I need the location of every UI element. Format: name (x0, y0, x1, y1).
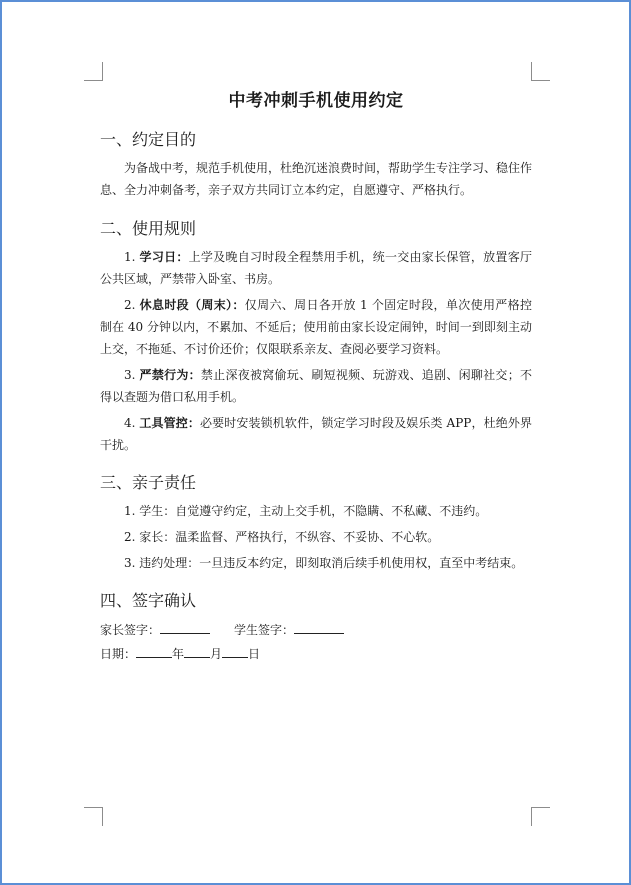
rule-text: 禁止深夜被窝偷玩、刷短视频、玩游戏、追剧、闲聊社交；不得以查题为借口私用手机。 (100, 368, 532, 404)
margin-corner-bottom-right (531, 807, 550, 826)
rule-text: 必要时安装锁机软件，锁定学习时段及娱乐类 APP，杜绝外界干扰。 (100, 416, 532, 452)
month-blank[interactable] (184, 643, 210, 658)
year-blank[interactable] (136, 643, 172, 658)
section-signature (100, 588, 532, 666)
section-heading: 四、签字确认 (100, 591, 197, 610)
date-line (100, 642, 532, 666)
parent-signature-label: 家长签字： (100, 623, 161, 637)
margin-corner-top-right (531, 62, 550, 81)
month-label: 月 (210, 647, 223, 661)
rule-number: 3. (124, 368, 136, 382)
margin-corner-bottom-left (84, 807, 103, 826)
rule-text: 仅周六、周日各开放 1 个固定时段，单次使用严格控制在 40 分钟以内，不累加、不延后；使用前由家长设定闹钟，时间一到即刻主动上交，不拖延、不讨价还价；仅限联系亲友、查阅必要学习资料。 (100, 298, 532, 356)
section-heading: 二、使用规则 (100, 219, 197, 238)
rule-label: 休息时段（周末）： (139, 298, 245, 312)
section-responsibility (100, 470, 532, 574)
section-purpose (100, 127, 532, 201)
document-title: 中考冲刺手机使用约定 (228, 91, 404, 111)
rule-number: 4. (124, 416, 136, 430)
section-rules (100, 216, 532, 456)
rule-text: 上学及晚自习时段全程禁用手机，统一交由家长保管，放置客厅公共区域，严禁带入卧室、书房。 (100, 250, 532, 286)
paragraph: 为备战中考，规范手机使用，杜绝沉迷浪费时间，帮助学生专注学习、稳住作息、全力冲刺备考，亲子双方共同订立本约定，自愿遵守、严格执行。 (100, 161, 533, 197)
section-heading: 三、亲子责任 (100, 473, 197, 492)
rule-number: 1. (124, 250, 136, 264)
date-label: 日期： (100, 647, 137, 661)
parent-signature-blank[interactable] (160, 619, 210, 634)
section-heading: 一、约定目的 (100, 130, 197, 149)
rule-label: 严禁行为： (139, 368, 201, 382)
responsibility-item: 2. 家长：温柔监督、严格执行，不纵容、不妥协、不心软。 (124, 530, 440, 544)
responsibility-item: 1. 学生：自觉遵守约定，主动上交手机，不隐瞒、不私藏、不违约。 (124, 504, 488, 518)
document-body (100, 86, 532, 682)
day-blank[interactable] (222, 643, 248, 658)
rule-paragraph (100, 412, 532, 456)
margin-corner-top-left (84, 62, 103, 81)
rule-label: 学习日： (139, 250, 189, 264)
student-signature-label: 学生签字： (234, 623, 295, 637)
student-signature-blank[interactable] (294, 619, 344, 634)
day-label: 日 (248, 647, 261, 661)
rule-paragraph (100, 246, 532, 290)
rule-label: 工具管控： (139, 416, 201, 430)
rule-paragraph (100, 294, 532, 360)
signature-line (100, 618, 532, 642)
rule-number: 2. (124, 298, 136, 312)
rule-paragraph (100, 364, 532, 408)
year-label: 年 (172, 647, 185, 661)
responsibility-item: 3. 违约处理：一旦违反本约定，即刻取消后续手机使用权，直至中考结束。 (124, 556, 524, 570)
